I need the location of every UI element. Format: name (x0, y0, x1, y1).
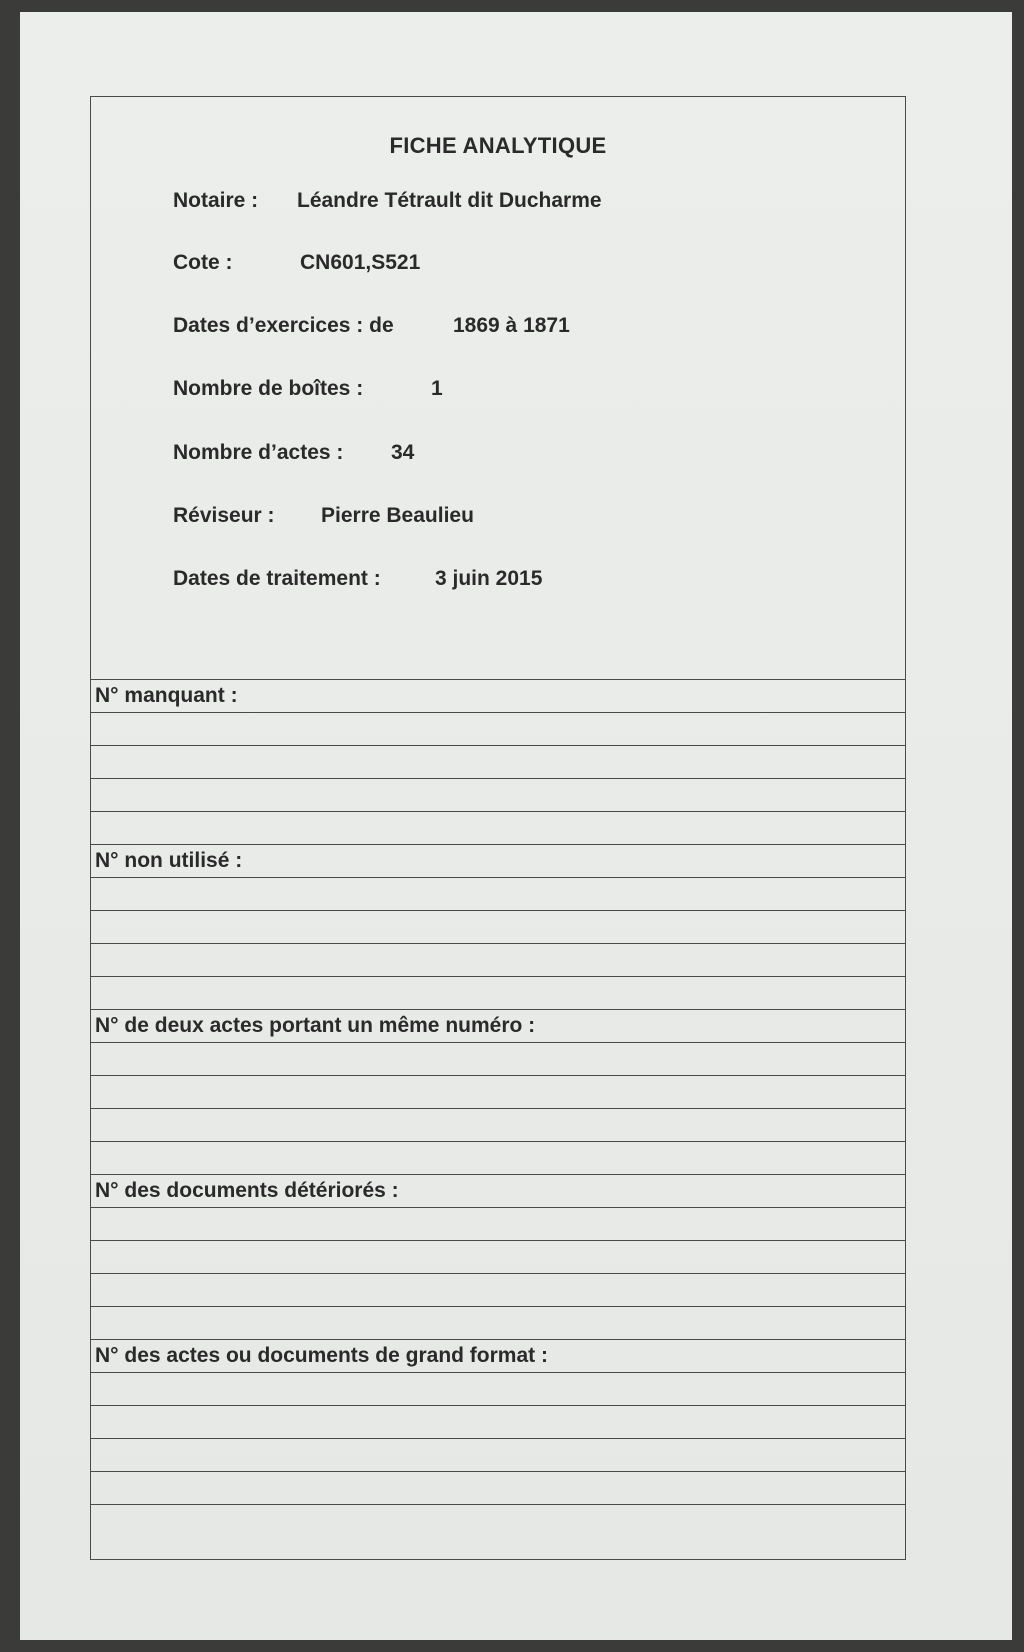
section-grand-format (91, 1339, 905, 1372)
blank-line (91, 1075, 905, 1076)
blank-line (91, 1273, 905, 1274)
dates-exercices-label: Dates d’exercices : de (173, 314, 394, 337)
blank-line (91, 1306, 905, 1307)
blank-line (91, 1471, 905, 1472)
blank-line (91, 943, 905, 944)
dates-exercices-field (173, 314, 570, 338)
section-deux-actes-meme-numero (91, 1009, 905, 1042)
blank-line (91, 712, 905, 713)
blank-line (91, 1108, 905, 1109)
reviseur-field (173, 504, 474, 528)
blank-line (91, 910, 905, 911)
blank-line (91, 1141, 905, 1142)
nombre-actes-label: Nombre d’actes : (173, 441, 344, 464)
section-label: N° manquant : (95, 684, 238, 707)
reviseur-label: Réviseur : (173, 504, 275, 527)
nombre-boites-field (173, 377, 443, 401)
blank-line (91, 1405, 905, 1406)
blank-line (91, 1042, 905, 1043)
nombre-boites-label: Nombre de boîtes : (173, 377, 364, 400)
dates-exercices-value: 1869 à 1871 (453, 314, 570, 337)
form-frame (90, 96, 906, 1560)
blank-line (91, 1207, 905, 1208)
section-numero-manquant (91, 679, 905, 712)
blank-line (91, 811, 905, 812)
blank-line (91, 877, 905, 878)
blank-line (91, 976, 905, 977)
notaire-label: Notaire : (173, 189, 259, 212)
cote-label: Cote : (173, 251, 233, 274)
notaire-value: Léandre Tétrault dit Ducharme (297, 189, 602, 212)
notaire-field (173, 189, 602, 213)
section-label: N° non utilisé : (95, 849, 243, 872)
reviseur-value: Pierre Beaulieu (321, 504, 474, 527)
dates-traitement-value: 3 juin 2015 (435, 567, 543, 590)
blank-line (91, 1240, 905, 1241)
nombre-boites-value: 1 (431, 377, 443, 400)
section-label: N° des actes ou documents de grand format : (95, 1344, 548, 1367)
blank-line (91, 1372, 905, 1373)
blank-line (91, 1504, 905, 1505)
form-title: FICHE ANALYTIQUE (389, 133, 607, 158)
blank-line (91, 745, 905, 746)
section-label: N° de deux actes portant un même numéro : (95, 1014, 536, 1037)
document-page (20, 12, 1012, 1640)
dates-traitement-field (173, 567, 543, 591)
nombre-actes-field (173, 441, 415, 465)
cote-value: CN601,S521 (300, 251, 421, 274)
nombre-actes-value: 34 (391, 441, 415, 464)
section-label: N° des documents détériorés : (95, 1179, 399, 1202)
section-numero-non-utilise (91, 844, 905, 877)
blank-line (91, 1438, 905, 1439)
section-documents-deteriores (91, 1174, 905, 1207)
blank-line (91, 778, 905, 779)
cote-field (173, 251, 421, 275)
dates-traitement-label: Dates de traitement : (173, 567, 381, 590)
